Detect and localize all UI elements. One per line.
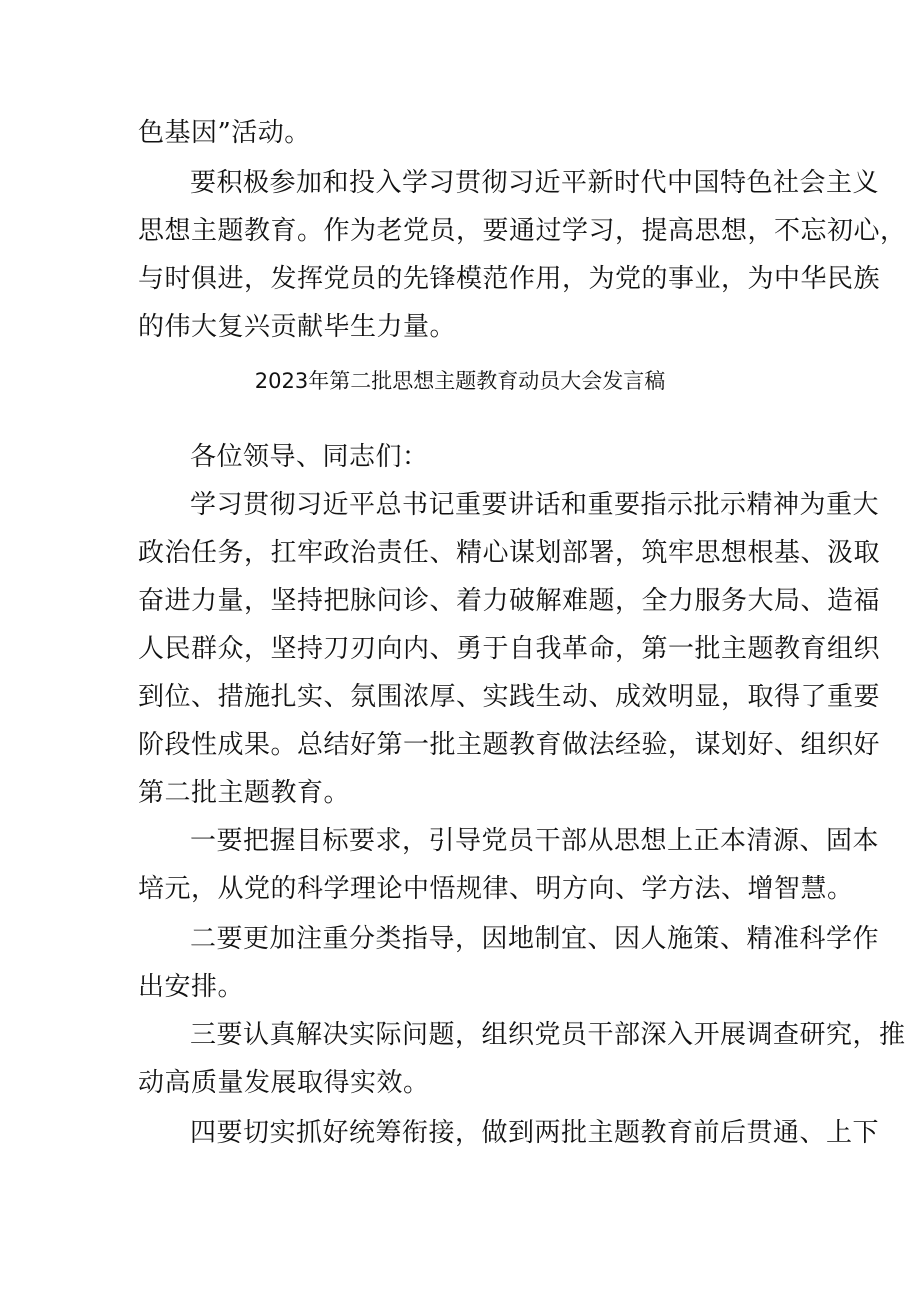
text-line: 三要认真解决实际问题，组织党员干部深入开展调查研究，推: [190, 1020, 906, 1050]
document-title: 2023年第二批思想主题教育动员大会发言稿: [254, 369, 666, 393]
text-line: 一要把握目标要求，引导党员干部从思想上正本清源、固本: [190, 826, 880, 856]
text-line: 阶段性成果。总结好第一批主题教育做法经验，谋划好、组织好: [138, 730, 881, 760]
text-line: 培元，从党的科学理论中悟规律、明方向、学方法、增智慧。: [138, 874, 854, 904]
text-line: 奋进力量，坚持把脉问诊、着力破解难题，全力服务大局、造福: [138, 586, 881, 616]
text-line: 学习贯彻习近平总书记重要讲话和重要指示批示精神为重大: [190, 490, 880, 520]
text-line: 第二批主题教育。: [138, 778, 351, 808]
text-line: 的伟大复兴贡献毕生力量。: [138, 312, 457, 342]
text-line: 要积极参加和投入学习贯彻习近平新时代中国特色社会主义: [190, 168, 880, 198]
text-line: 到位、措施扎实、氛围浓厚、实践生动、成效明显，取得了重要: [138, 682, 881, 712]
text-line: 出安排。: [138, 972, 245, 1002]
text-line: 政治任务，扛牢政治责任、精心谋划部署，筑牢思想根基、汲取: [138, 538, 881, 568]
text-line: 人民群众，坚持刀刃向内、勇于自我革命，第一批主题教育组织: [138, 634, 881, 664]
text-line: 四要切实抓好统筹衔接，做到两批主题教育前后贯通、上下: [190, 1118, 880, 1148]
text-line: 二要更加注重分类指导，因地制宜、因人施策、精准科学作: [190, 924, 880, 954]
text-line: 动高质量发展取得实效。: [138, 1068, 430, 1098]
salutation: 各位领导、同志们：: [190, 442, 429, 472]
text-line: 与时俱进，发挥党员的先锋模范作用，为党的事业，为中华民族: [138, 264, 881, 294]
text-line: 思想主题教育。作为老党员，要通过学习，提高思想，不忘初心，: [138, 216, 907, 246]
text-line: 色基因”活动。: [138, 118, 311, 148]
